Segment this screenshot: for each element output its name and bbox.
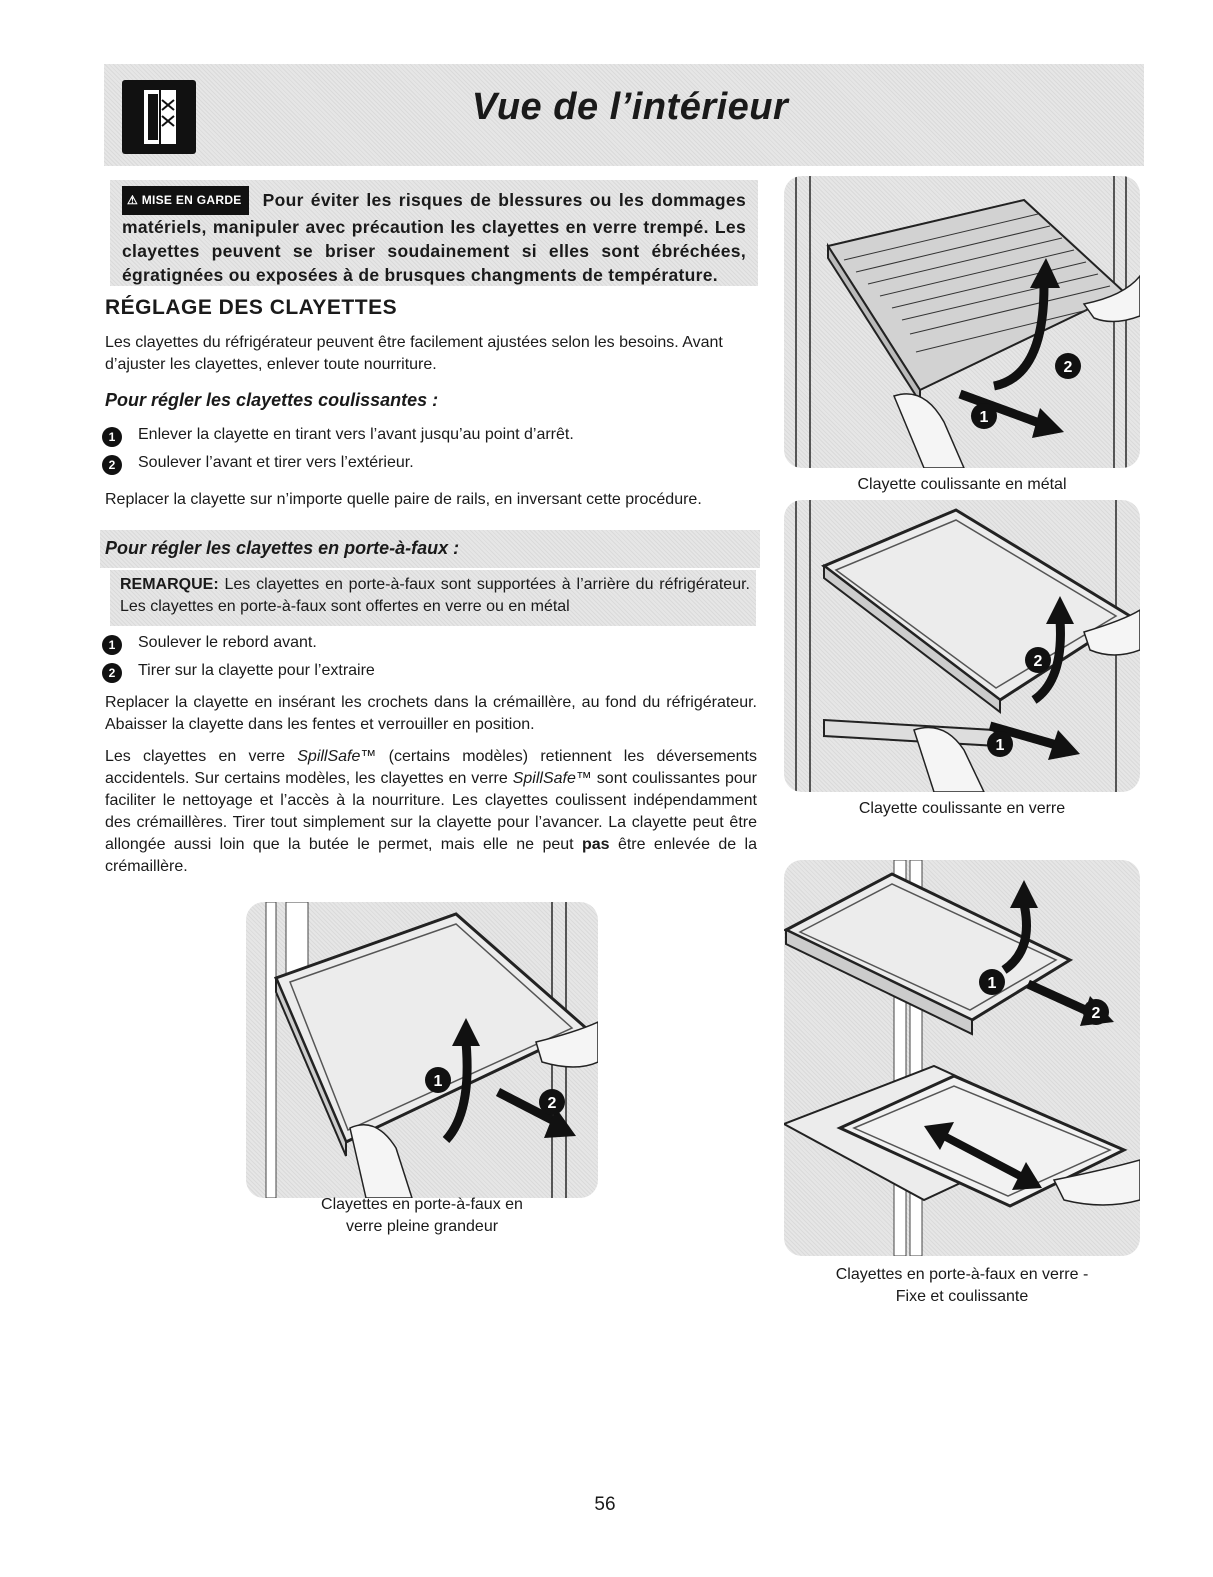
spillsafe-text: être enlevée de la crémaillère.	[105, 836, 757, 875]
spillsafe-brand: SpillSafe™	[512, 770, 592, 787]
page-number: 56	[594, 1494, 616, 1515]
note-text	[120, 574, 750, 618]
step-text: Enlever la clayette en tirant vers l’avant jusqu’au point d’arrêt.	[138, 426, 574, 443]
step-number-1: 1	[102, 427, 122, 447]
cantilever-step-1	[102, 632, 317, 655]
step-number-1: 1	[102, 635, 122, 655]
sliding-shelves-heading: Pour régler les clayettes coulissantes :	[105, 390, 439, 410]
sliding-step-1	[102, 424, 574, 447]
figure-marker-1: 1	[987, 975, 997, 992]
full-width-shelf-caption	[246, 1194, 598, 1238]
figure-marker-2: 2	[1091, 1005, 1101, 1022]
page-title: Vue de l’intérieur	[471, 86, 789, 128]
spillsafe-text: (certains modèles) retiennent les déversements accidentels. Sur certains modèles, les clayettes en verre	[105, 748, 757, 787]
sliding-replace-text: Replacer la clayette sur n’importe quelle paire de rails, en inversant cette procédure.	[105, 491, 702, 508]
spillsafe-text: sont coulissantes pour faciliter le nettoyage et l’accès à la nourriture. Les clayettes coulissent indépendamment des crémaillères. Tirer tout simplement sur la clayette pour l’avancer. La clayette peut être allongée aussi loin que la butée le permet, mais elle ne peut	[105, 770, 757, 853]
section-title: RÉGLAGE DES CLAYETTES	[105, 296, 398, 319]
caption-line: Clayettes en porte-à-faux en	[321, 1196, 523, 1213]
glass-shelf-caption: Clayette coulissante en verre	[858, 800, 1066, 817]
spillsafe-paragraph	[105, 746, 757, 878]
warning-badge	[122, 186, 249, 215]
glass-sliding-shelf-illustration	[784, 500, 1140, 792]
spillsafe-emphasis: pas	[581, 836, 610, 853]
section-intro: Les clayettes du réfrigérateur peuvent être facilement ajustées selon les besoins. Avant d’ajuster les clayettes, enlever toute nourriture.	[105, 334, 723, 373]
figure-marker-1: 1	[979, 409, 989, 426]
step-text: Soulever le rebord avant.	[138, 634, 317, 651]
metal-sliding-shelf-illustration	[784, 176, 1140, 468]
caption-line: Clayettes en porte-à-faux en verre -	[835, 1266, 1089, 1283]
fixed-sliding-cantilever-shelf-illustration	[784, 860, 1140, 1256]
metal-shelf-caption: Clayette coulissante en métal	[857, 476, 1067, 493]
step-text: Soulever l’avant et tirer vers l’extérieur.	[138, 454, 414, 471]
figure-marker-1: 1	[995, 737, 1005, 754]
caption-line: Fixe et coulissante	[895, 1288, 1029, 1305]
warning-triangle-icon: ⚠	[127, 193, 139, 207]
note-body: Les clayettes en porte-à-faux sont supportées à l’arrière du réfrigérateur. Les clayettes en porte-à-faux sont offertes en verre ou en métal	[120, 576, 750, 615]
warning-badge-label: MISE EN GARDE	[141, 193, 242, 207]
figure-marker-2: 2	[1063, 359, 1073, 376]
figure-marker-1: 1	[433, 1073, 443, 1090]
warning-body: Pour éviter les risques de blessures ou les dommages matériels, manipuler avec précaution les clayettes en verre trempé. Les clayettes peuvent se briser soudainement si elles sont ébréchées, égratignées ou exposées à de brusques changments de température.	[122, 190, 746, 285]
cantilever-step-2	[102, 660, 375, 683]
refrigerator-icon	[122, 80, 196, 154]
warning-text	[122, 186, 746, 287]
caption-line: verre pleine grandeur	[345, 1218, 499, 1235]
note-label: REMARQUE:	[120, 576, 219, 593]
fixed-sliding-shelf-caption	[784, 1264, 1140, 1308]
full-width-cantilever-shelf-illustration	[246, 902, 598, 1198]
figure-marker-2: 2	[1033, 653, 1043, 670]
spillsafe-text: Les clayettes en verre	[105, 748, 298, 765]
cantilever-shelves-heading: Pour régler les clayettes en porte-à-faux :	[105, 538, 460, 558]
figure-marker-2: 2	[547, 1095, 557, 1112]
cantilever-replace-text: Replacer la clayette en insérant les crochets dans la crémaillère, au fond du réfrigérateur. Abaisser la clayette dans les fentes et verrouiller en position.	[105, 694, 757, 733]
sliding-step-2	[102, 452, 414, 475]
step-number-2: 2	[102, 455, 122, 475]
step-text: Tirer sur la clayette pour l’extraire	[138, 662, 375, 679]
step-number-2: 2	[102, 663, 122, 683]
spillsafe-brand: SpillSafe™	[297, 748, 377, 765]
